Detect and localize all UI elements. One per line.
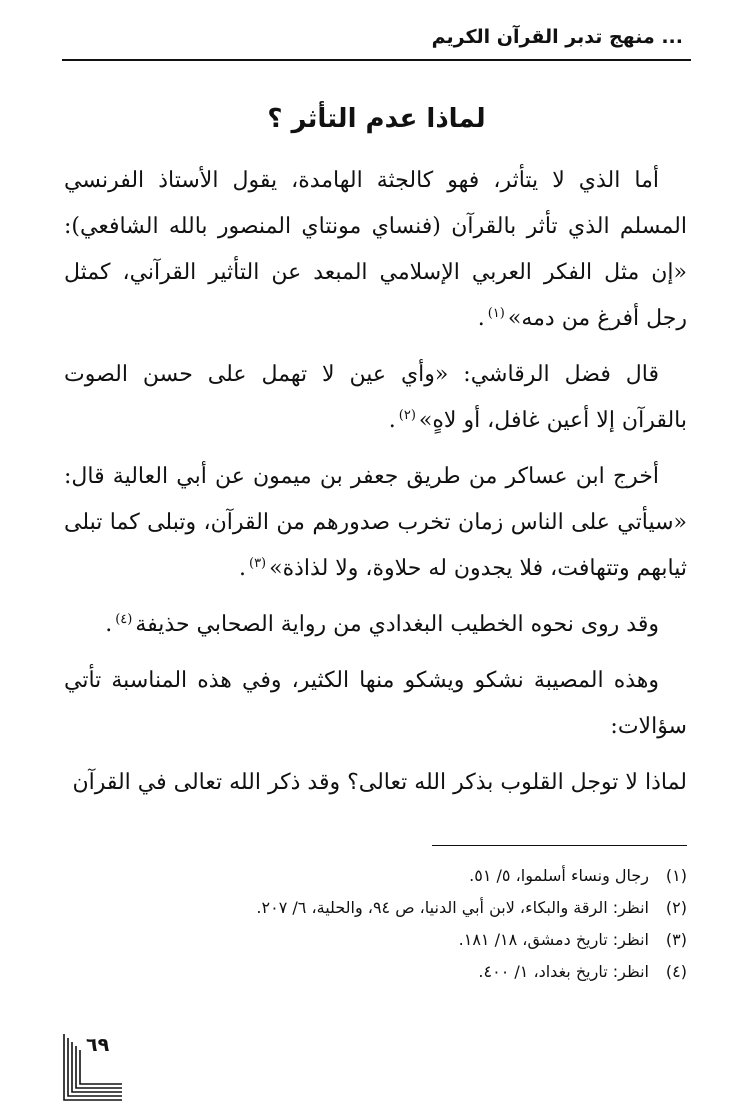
footnote-ref: (١): [487, 305, 505, 321]
paragraph-text: أما الذي لا يتأثر، فهو كالجثة الهامدة، يقول الأستاذ الفرنسي المسلم الذي تأثر بالقرآن (فنساي مونتاي المنصور بالله الشافعي): «إن مثل الفكر العربي الإسلامي المبعد عن التأثير القرآني، كمثل رجل أفرغ من دمه»: [64, 168, 687, 331]
paragraph: أخرج ابن عساكر من طريق جعفر بن ميمون عن أبي العالية قال: «سيأتي على الناس زمان تخرب صدورهم من القرآن، وتبلى كما تبلى ثيابهم وتتهافت، فلا يجدون له حلاوة، ولا لذاذة»$^{(٣)}$.: [64, 464, 687, 581]
footnote-separator: [432, 845, 687, 846]
footnote: [64, 860, 687, 892]
footnote-number: (٤): [665, 962, 687, 981]
footnote-text: انظر: تاريخ بغداد، ١/ ٤٠٠.: [478, 962, 649, 981]
paragraph-text: وهذه المصيبة نشكو ويشكو منها الكثير، وفي هذه المناسبة تأتي سؤالات:: [64, 668, 687, 739]
paragraph-text: وقد روى نحوه الخطيب البغدادي من رواية الصحابي حذيفة: [135, 612, 659, 637]
footnote-text: انظر: الرقة والبكاء، لابن أبي الدنيا، ص ٩٤، والحلية، ٦/ ٢٠٧.: [256, 898, 649, 917]
paragraph: وقد روى نحوه الخطيب البغدادي من رواية الصحابي حذيفة$^{(٤)}$.: [105, 611, 659, 637]
running-header-title: ... منهج تدبر القرآن الكريم: [431, 26, 683, 48]
paragraph: [64, 760, 687, 806]
section-title: لماذا عدم التأثر ؟: [267, 104, 486, 134]
paragraph-text: قال فضل الرقاشي: «وأي عين لا تهمل على حسن الصوت بالقرآن إلا أعين غافل، أو لاهٍ»: [64, 362, 687, 433]
footnote: [64, 956, 687, 988]
paragraph-text: أخرج ابن عساكر من طريق جعفر بن ميمون عن أبي العالية قال: «سيأتي على الناس زمان تخرب صدورهم من القرآن، وتبلى كما تبلى ثيابهم وتتهافت، فلا يجدون له حلاوة، ولا لذاذة»: [64, 464, 687, 581]
footnote-text: رجال ونساء أسلموا، ٥/ ٥١.: [469, 866, 649, 885]
footnote: [64, 892, 687, 924]
footnote-ref: (٤): [115, 611, 133, 627]
footnote-ref: (٢): [398, 407, 416, 423]
footnote: [64, 924, 687, 956]
paragraph: أما الذي لا يتأثر، فهو كالجثة الهامدة، يقول الأستاذ الفرنسي المسلم الذي تأثر بالقرآن (فنساي مونتاي المنصور بالله الشافعي): «إن مثل الفكر العربي الإسلامي المبعد عن التأثير القرآني، كمثل رجل أفرغ من دمه»$^{(١)}$.: [64, 168, 687, 331]
paragraph: قال فضل الرقاشي: «وأي عين لا تهمل على حسن الصوت بالقرآن إلا أعين غافل، أو لاهٍ»$^{(٢)}$.: [64, 362, 687, 433]
footnote-number: (١): [665, 866, 687, 885]
footnotes: [64, 860, 687, 988]
paragraph-text: لماذا لا توجل القلوب بذكر الله تعالى؟ وقد ذكر الله تعالى في القرآن: [72, 770, 687, 795]
page-number-block: [62, 1030, 124, 1102]
footnote-text: انظر: تاريخ دمشق، ١٨/ ١٨١.: [458, 930, 649, 949]
paragraph: [64, 658, 687, 750]
page-number: ٦٩: [86, 1034, 110, 1056]
footnote-number: (٢): [665, 898, 687, 917]
header-rule: [62, 59, 691, 61]
body-text: [64, 158, 687, 816]
footnote-number: (٣): [665, 930, 687, 949]
footnote-ref: (٣): [248, 555, 267, 571]
